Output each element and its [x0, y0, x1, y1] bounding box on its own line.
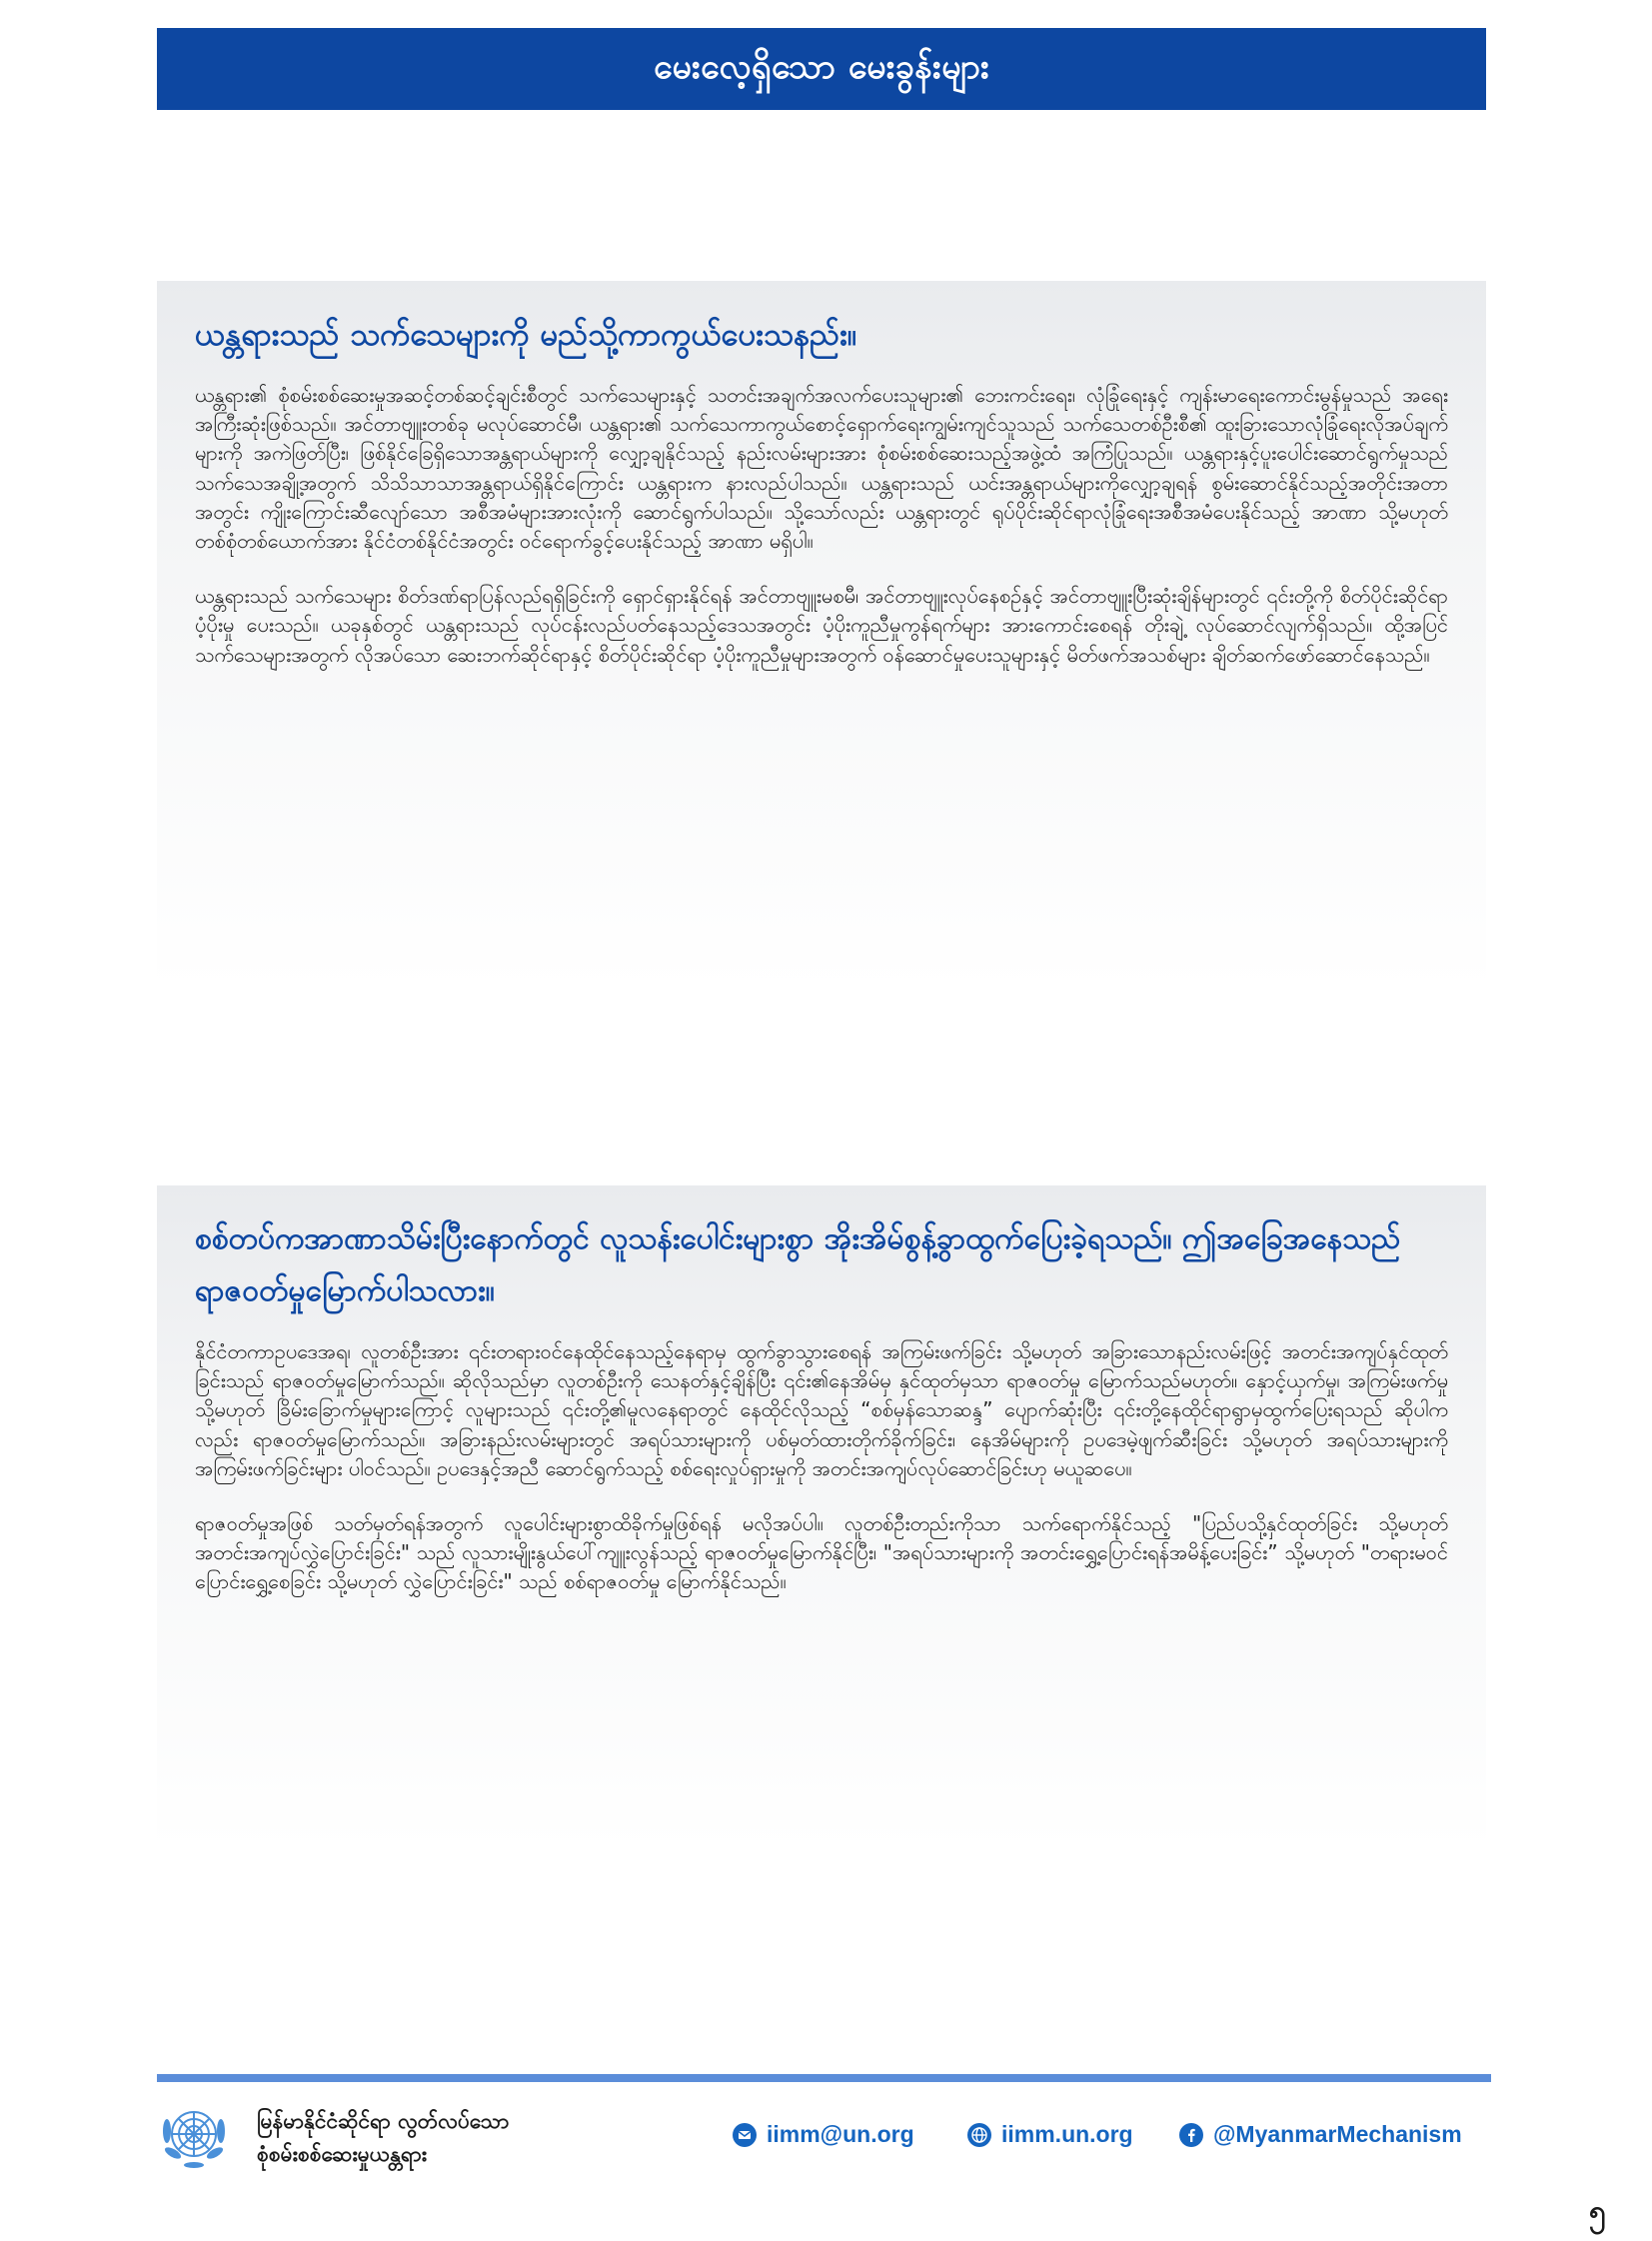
facebook-link[interactable] — [1179, 2121, 1462, 2148]
page-title: မေးလေ့ရှိသော မေးခွန်းများ — [654, 46, 989, 87]
globe-icon — [967, 2123, 991, 2147]
faq-section-witness-protection — [157, 281, 1486, 990]
section-heading: ယန္တရားသည် သက်သေများကို မည်သို့ကာကွယ်ပေးသနည်း။ — [195, 317, 857, 353]
section-paragraph: ရာဇဝတ်မှုအဖြစ် သတ်မှတ်ရန်အတွက် လူပေါင်းများစွာထိခိုက်မှုဖြစ်ရန် မလိုအပ်ပါ။ လူတစ်ဦးတည်းကိုသာ သက်ရောက်နိုင်သည့် "ပြည်ပသို့နှင်ထုတ်ခြင်း သို့မဟုတ် အတင်းအကျပ်လွှဲပြောင်းခြင်း" သည် လူသားမျိုးနွယ်ပေါ်ကျူးလွန်သည့် ရာဇဝတ်မှုမြောက်နိုင်ပြီး၊ "အရပ်သားများကို အတင်းရွှေ့ပြောင်းရန်အမိန့်ပေးခြင်း” သို့မဟုတ် "တရားမဝင်ပြောင်းရွှေ့စေခြင်း သို့မဟုတ် လွှဲပြောင်းခြင်း" သည် စစ်ရာဇဝတ်မှု မြောက်နိုင်သည်။ — [195, 1511, 1448, 1594]
page-number: ၅ — [1589, 2194, 1606, 2229]
email-text: iimm@un.org — [767, 2121, 914, 2147]
email-link[interactable] — [733, 2121, 914, 2148]
email-icon — [733, 2123, 757, 2147]
org-name-line1: မြန်မာနိုင်ငံဆိုင်ရာ လွတ်လပ်သော — [257, 2109, 510, 2133]
section-heading: စစ်တပ်ကအာဏာသိမ်းပြီးနောက်တွင် လူသန်းပေါင်းများစွာ အိုးအိမ်စွန့်ခွာထွက်ပြေးခဲ့ရသည်။ ဤအခြေအနေသည် ရာဇဝတ်မှုမြောက်ပါသလား။ — [195, 1221, 1401, 1308]
facebook-text: @MyanmarMechanism — [1213, 2121, 1462, 2147]
section-paragraph: ယန္တရား၏ စုံစမ်းစစ်ဆေးမှုအဆင့်တစ်ဆင့်ချင်းစီတွင် သက်သေများနှင့် သတင်းအချက်အလက်ပေးသူများ၏ ဘေးကင်းရေး၊ လုံခြုံရေးနှင့် ကျန်းမာရေးကောင်းမွန်မှုသည် အရေးအကြီးဆုံးဖြစ်သည်။ အင်တာဗျူးတစ်ခု မလုပ်ဆောင်မီ၊ ယန္တရား၏ သက်သေကာကွယ်စောင့်ရှောက်ရေးကျွမ်းကျင်သူသည် သက်သေတစ်ဦးစီ၏ ထူးခြားသောလုံခြုံရေးလိုအပ်ချက်များကို အကဲဖြတ်ပြီး၊ ဖြစ်နိုင်ခြေရှိသောအန္တရာယ်များကို လျှော့ချနိုင်သည့် နည်းလမ်းများအား စုံစမ်းစစ်ဆေးသည့်အဖွဲ့ထံ အကြံပြုသည်။ ယန္တရားနှင့်ပူးပေါင်းဆောင်ရွက်မှုသည် သက်သေအချို့အတွက် သိသိသာသာအန္တရာယ်ရှိနိုင်ကြောင်း ယန္တရားက နားလည်ပါသည်။ ယန္တရားသည် ယင်းအန္တရာယ်များကိုလျှော့ချရန် စွမ်းဆောင်နိုင်သည့်အတိုင်းအတာအတွင်း ကျိုးကြောင်းဆီလျော်သော အစီအမံများအားလုံးကို ဆောင်ရွက်ပါသည်။ သို့သော်လည်း ယန္တရားတွင် ရုပ်ပိုင်းဆိုင်ရာလုံခြုံရေးအစီအမံပေးနိုင်သည့် အာဏာ သို့မဟုတ် တစ်စုံတစ်ယောက်အား နိုင်ငံတစ်နိုင်ငံအတွင်း ဝင်ရောက်ခွင့်ပေးနိုင်သည့် အာဏာ မရှိပါ။ — [195, 383, 1448, 554]
facebook-icon — [1179, 2123, 1203, 2147]
website-text: iimm.un.org — [1001, 2121, 1133, 2147]
faq-section-displacement — [157, 1185, 1486, 1851]
org-name — [257, 2105, 509, 2171]
section-paragraph: နိုင်ငံတကာဥပဒေအရ၊ လူတစ်ဦးအား ၎င်းတရားဝင်နေထိုင်နေသည့်နေရာမှ ထွက်ခွာသွားစေရန် အကြမ်းဖက်ခြင်း သို့မဟုတ် အခြားသောနည်းလမ်းဖြင့် အတင်းအကျပ်နှင်ထုတ်ခြင်းသည် ရာဇဝတ်မှုမြောက်သည်။ ဆိုလိုသည်မှာ လူတစ်ဦးကို သေနတ်နှင့်ချိန်ပြီး ၎င်း၏နေအိမ်မှ နှင်ထုတ်မှသာ ရာဇဝတ်မှု မြောက်သည်မဟုတ်။ နှောင့်ယှက်မှု၊ အကြမ်းဖက်မှု သို့မဟုတ် ခြိမ်းခြောက်မှုများကြောင့် လူများသည် ၎င်းတို့၏မူလနေရာတွင် နေထိုင်လိုသည့် “စစ်မှန်သောဆန္ဒ” ပျောက်ဆုံးပြီး ၎င်းတို့နေထိုင်ရာရွာမှထွက်ပြေးရသည် ဆိုပါကလည်း ရာဇဝတ်မှုမြောက်သည်။ အခြားနည်းလမ်းများတွင် အရပ်သားများကို ပစ်မှတ်ထားတိုက်ခိုက်ခြင်း၊ နေအိမ်များကို ဥပဒေမဲ့ဖျက်ဆီးခြင်း သို့မဟုတ် အရပ်သားများကိုအကြမ်းဖက်ခြင်းများ ပါဝင်သည်။ ဥပဒေနှင့်အညီ ဆောင်ရွက်သည့် စစ်ရေးလှုပ်ရှားမှုကို အတင်းအကျပ်လုပ်ဆောင်ခြင်းဟု မယူဆပေ။ — [195, 1339, 1448, 1480]
header-banner — [157, 28, 1486, 110]
un-emblem-icon — [157, 2101, 231, 2175]
org-name-line2: စုံစမ်းစစ်ဆေးမှုယန္တရား — [257, 2142, 428, 2166]
footer — [157, 2099, 1491, 2179]
footer-divider — [157, 2074, 1491, 2082]
section-paragraph: ယန္တရားသည် သက်သေများ စိတ်ဒဏ်ရာပြန်လည်ရရှိခြင်းကို ရှောင်ရှားနိုင်ရန် အင်တာဗျူးမစမီ၊ အင်တာဗျူးလုပ်နေစဉ်နှင့် အင်တာဗျူးပြီးဆုံးချိန်များတွင် ၎င်းတို့ကို စိတ်ပိုင်းဆိုင်ရာပံ့ပိုးမှု ပေးသည်။ ယခုနှစ်တွင် ယန္တရားသည် လုပ်ငန်းလည်ပတ်နေသည့်ဒေသအတွင်း ပံ့ပိုးကူညီမှုကွန်ရက်များ အားကောင်းစေရန် တိုးချဲ့ လုပ်ဆောင်လျက်ရှိသည်။ ထို့အပြင် သက်သေများအတွက် လိုအပ်သော ဆေးဘက်ဆိုင်ရာနှင့် စိတ်ပိုင်းဆိုင်ရာ ပံ့ပိုးကူညီမှုများအတွက် ဝန်ဆောင်မှုပေးသူများနှင့် မိတ်ဖက်အသစ်များ ချိတ်ဆက်ဖော်ဆောင်နေသည်။ — [195, 584, 1448, 667]
website-link[interactable] — [967, 2121, 1133, 2148]
